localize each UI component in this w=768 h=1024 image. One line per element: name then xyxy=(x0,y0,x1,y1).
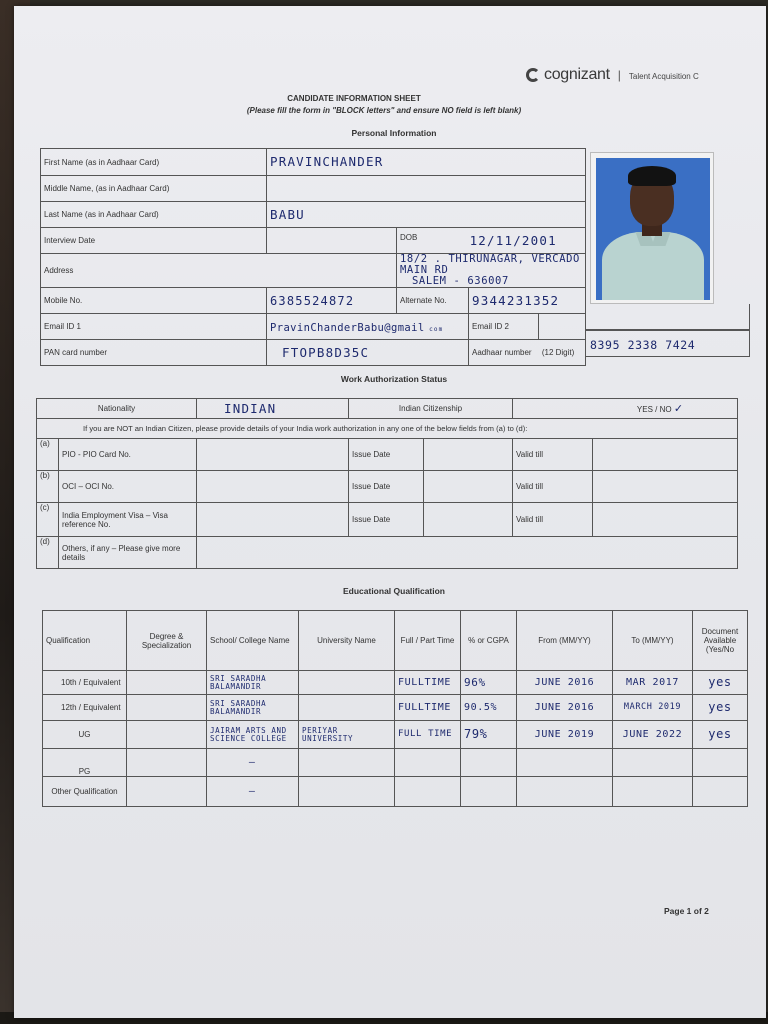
row-b-value[interactable] xyxy=(197,471,349,503)
email1-label: Email ID 1 xyxy=(41,314,267,340)
email1-suffix: com xyxy=(429,325,444,333)
from-pg[interactable] xyxy=(517,749,613,777)
education-section-title: Educational Qualification xyxy=(342,586,445,596)
fullpart-other[interactable] xyxy=(395,777,461,807)
row-c-issue-label: Issue Date xyxy=(349,503,424,537)
to-pg[interactable] xyxy=(613,749,693,777)
university-10th[interactable] xyxy=(299,671,395,695)
row-d-label: Others, if any – Please give more details xyxy=(59,537,197,569)
row-c-valid-field[interactable] xyxy=(593,503,738,537)
header-qualification: Qualification xyxy=(43,611,127,671)
education-header-row xyxy=(43,611,748,671)
qual-ug: UG xyxy=(43,721,127,749)
row-d-key: (d) xyxy=(37,537,59,569)
pan-field[interactable] xyxy=(267,340,469,366)
email1-field[interactable] xyxy=(267,314,469,340)
fullpart-ug[interactable]: FULL TIME xyxy=(395,721,461,749)
work-auth-table xyxy=(36,398,738,569)
logo-separator: | xyxy=(617,68,621,82)
to-12th[interactable]: MARCH 2019 xyxy=(613,695,693,721)
qual-10th: 10th / Equivalent xyxy=(43,671,127,695)
fullpart-10th[interactable]: FULLTIME xyxy=(395,671,461,695)
row-c-key: (c) xyxy=(37,503,59,537)
school-10th[interactable]: SRI SARADHA BALAMANDIR xyxy=(207,671,299,695)
qual-other: Other Qualification xyxy=(43,777,127,807)
row-b-label: OCI – OCI No. xyxy=(59,471,197,503)
to-10th[interactable]: MAR 2017 xyxy=(613,671,693,695)
address-line-1: 18/2 . THIRUNAGAR, VERCADO MAIN RD xyxy=(400,253,580,276)
document-ug[interactable]: yes xyxy=(693,721,748,749)
percent-12th[interactable]: 90.5% xyxy=(461,695,517,721)
address-label: Address xyxy=(41,254,397,288)
row-a-issue-label: Issue Date xyxy=(349,439,424,471)
percent-10th[interactable]: 96% xyxy=(461,671,517,695)
email2-label: Email ID 2 xyxy=(469,314,539,340)
middle-name-label: Middle Name, (as in Aadhaar Card) xyxy=(41,176,267,202)
form-page xyxy=(14,6,766,1018)
mobile-value: 6385524872 xyxy=(270,293,355,308)
row-c-issue-field[interactable] xyxy=(423,503,512,537)
row-a-label: PIO - PIO Card No. xyxy=(59,439,197,471)
citizenship-field[interactable] xyxy=(513,399,738,419)
photo-portrait xyxy=(596,158,710,300)
row-a-issue-field[interactable] xyxy=(423,439,512,471)
email2-extension xyxy=(586,304,750,330)
mobile-field[interactable] xyxy=(267,288,397,314)
row-b-valid-label: Valid till xyxy=(513,471,593,503)
document-other[interactable] xyxy=(693,777,748,807)
mobile-label: Mobile No. xyxy=(41,288,267,314)
header-fullpart: Full / Part Time xyxy=(395,611,461,671)
email1-value: PravinChanderBabu@gmail xyxy=(270,321,425,334)
alternate-field[interactable] xyxy=(469,288,586,314)
table-row xyxy=(43,749,748,777)
work-auth-section-title: Work Authorization Status xyxy=(340,374,448,384)
dob-value: 12/11/2001 xyxy=(469,233,557,248)
tick-icon: ✓ xyxy=(673,403,684,415)
row-c-value[interactable] xyxy=(197,503,349,537)
header-from: From (MM/YY) xyxy=(517,611,613,671)
personal-info-table xyxy=(40,148,586,366)
email2-field[interactable] xyxy=(539,314,586,340)
education-table xyxy=(42,610,748,807)
photo-hair xyxy=(628,166,676,186)
from-12th[interactable]: JUNE 2016 xyxy=(517,695,613,721)
alternate-label: Alternate No. xyxy=(397,288,469,314)
row-c-valid-label: Valid till xyxy=(513,503,593,537)
citizenship-options: YES / NO xyxy=(636,405,672,414)
degree-12th[interactable] xyxy=(127,695,207,721)
aadhaar-field[interactable] xyxy=(586,330,750,357)
row-b-valid-field[interactable] xyxy=(593,471,738,503)
qual-pg: PG xyxy=(43,749,127,777)
header-university: University Name xyxy=(299,611,395,671)
row-a-valid-field[interactable] xyxy=(593,439,738,471)
form-subtitle: (Please fill the form in "BLOCK letters" and ensure NO field is left blank) xyxy=(246,106,522,115)
header-percent: % or CGPA xyxy=(461,611,517,671)
citizenship-label: Indian Citizenship xyxy=(349,399,513,419)
cognizant-logo-icon xyxy=(526,68,540,82)
university-pg[interactable] xyxy=(299,749,395,777)
nationality-field[interactable] xyxy=(197,399,349,419)
header-to: To (MM/YY) xyxy=(613,611,693,671)
qual-12th: 12th / Equivalent xyxy=(43,695,127,721)
pan-value: FTOPB8D35C xyxy=(282,344,370,360)
aadhaar-label: Aadhaar number xyxy=(472,348,532,357)
brand-name: cognizant xyxy=(544,66,610,83)
university-ug[interactable]: PERIYAR UNIVERSITY xyxy=(299,721,395,749)
header-degree: Degree & Specialization xyxy=(127,611,207,671)
document-12th[interactable]: yes xyxy=(693,695,748,721)
header-document: Document Available (Yes/No xyxy=(693,611,748,671)
row-a-valid-label: Valid till xyxy=(513,439,593,471)
nationality-value: INDIAN xyxy=(224,400,277,416)
row-b-key: (b) xyxy=(37,471,59,503)
last-name-field[interactable] xyxy=(267,202,586,228)
form-title: CANDIDATE INFORMATION SHEET xyxy=(287,94,421,103)
table-row xyxy=(43,721,748,749)
alternate-value: 9344231352 xyxy=(472,292,560,308)
interview-date-field[interactable] xyxy=(267,228,397,254)
table-row xyxy=(43,777,748,807)
row-c-label: India Employment Visa – Visa reference No. xyxy=(59,503,197,537)
school-pg[interactable]: — xyxy=(207,749,299,777)
nationality-label: Nationality xyxy=(37,399,197,419)
percent-ug[interactable]: 79% xyxy=(461,721,517,749)
degree-pg[interactable] xyxy=(127,749,207,777)
to-ug[interactable]: JUNE 2022 xyxy=(613,721,693,749)
first-name-field[interactable] xyxy=(267,149,586,176)
university-other[interactable] xyxy=(299,777,395,807)
row-b-issue-field[interactable] xyxy=(423,471,512,503)
from-10th[interactable]: JUNE 2016 xyxy=(517,671,613,695)
address-field[interactable] xyxy=(397,254,586,288)
page-number: Page 1 of 2 xyxy=(664,906,709,916)
degree-other[interactable] xyxy=(127,777,207,807)
school-12th[interactable]: SRI SARADHA BALAMANDIR xyxy=(207,695,299,721)
degree-10th[interactable] xyxy=(127,671,207,695)
row-a-key: (a) xyxy=(37,439,59,471)
row-a-value[interactable] xyxy=(197,439,349,471)
last-name-value: BABU xyxy=(270,206,305,222)
first-name-label: First Name (as in Aadhaar Card) xyxy=(41,149,267,176)
interview-date-label: Interview Date xyxy=(41,228,267,254)
work-auth-note: If you are NOT an Indian Citizen, please provide details of your India work authorization in any one of the below fields from (a) to (d): xyxy=(37,419,738,439)
from-ug[interactable]: JUNE 2019 xyxy=(517,721,613,749)
table-row xyxy=(43,695,748,721)
first-name-value: PRAVINCHANDER xyxy=(270,154,384,169)
school-ug[interactable]: JAIRAM ARTS AND SCIENCE COLLEGE xyxy=(207,721,299,749)
brand-suffix: Talent Acquisition C xyxy=(628,72,699,81)
university-12th[interactable] xyxy=(299,695,395,721)
percent-pg[interactable] xyxy=(461,749,517,777)
fullpart-pg[interactable] xyxy=(395,749,461,777)
aadhaar-value: 8395 2338 7424 xyxy=(590,338,696,352)
company-logo xyxy=(526,66,699,84)
to-other[interactable] xyxy=(613,777,693,807)
address-line-2: SALEM - 636007 xyxy=(412,275,509,287)
header-school: School/ College Name xyxy=(207,611,299,671)
school-other[interactable]: — xyxy=(207,777,299,807)
aadhaar-hint: (12 Digit) xyxy=(541,348,575,357)
fullpart-12th[interactable]: FULLTIME xyxy=(395,695,461,721)
document-pg[interactable] xyxy=(693,749,748,777)
row-b-issue-label: Issue Date xyxy=(349,471,424,503)
pan-label: PAN card number xyxy=(41,340,267,366)
dob-label: DOB xyxy=(400,233,418,242)
candidate-photo xyxy=(590,152,714,304)
from-other[interactable] xyxy=(517,777,613,807)
dob-field[interactable] xyxy=(397,228,586,254)
table-row xyxy=(43,671,748,695)
middle-name-field[interactable] xyxy=(267,176,586,202)
personal-section-title: Personal Information xyxy=(351,128,437,138)
percent-other[interactable] xyxy=(461,777,517,807)
aadhaar-label-cell xyxy=(469,340,586,366)
degree-ug[interactable] xyxy=(127,721,207,749)
document-10th[interactable]: yes xyxy=(693,671,748,695)
row-d-value[interactable] xyxy=(197,537,738,569)
last-name-label: Last Name (as in Aadhaar Card) xyxy=(41,202,267,228)
